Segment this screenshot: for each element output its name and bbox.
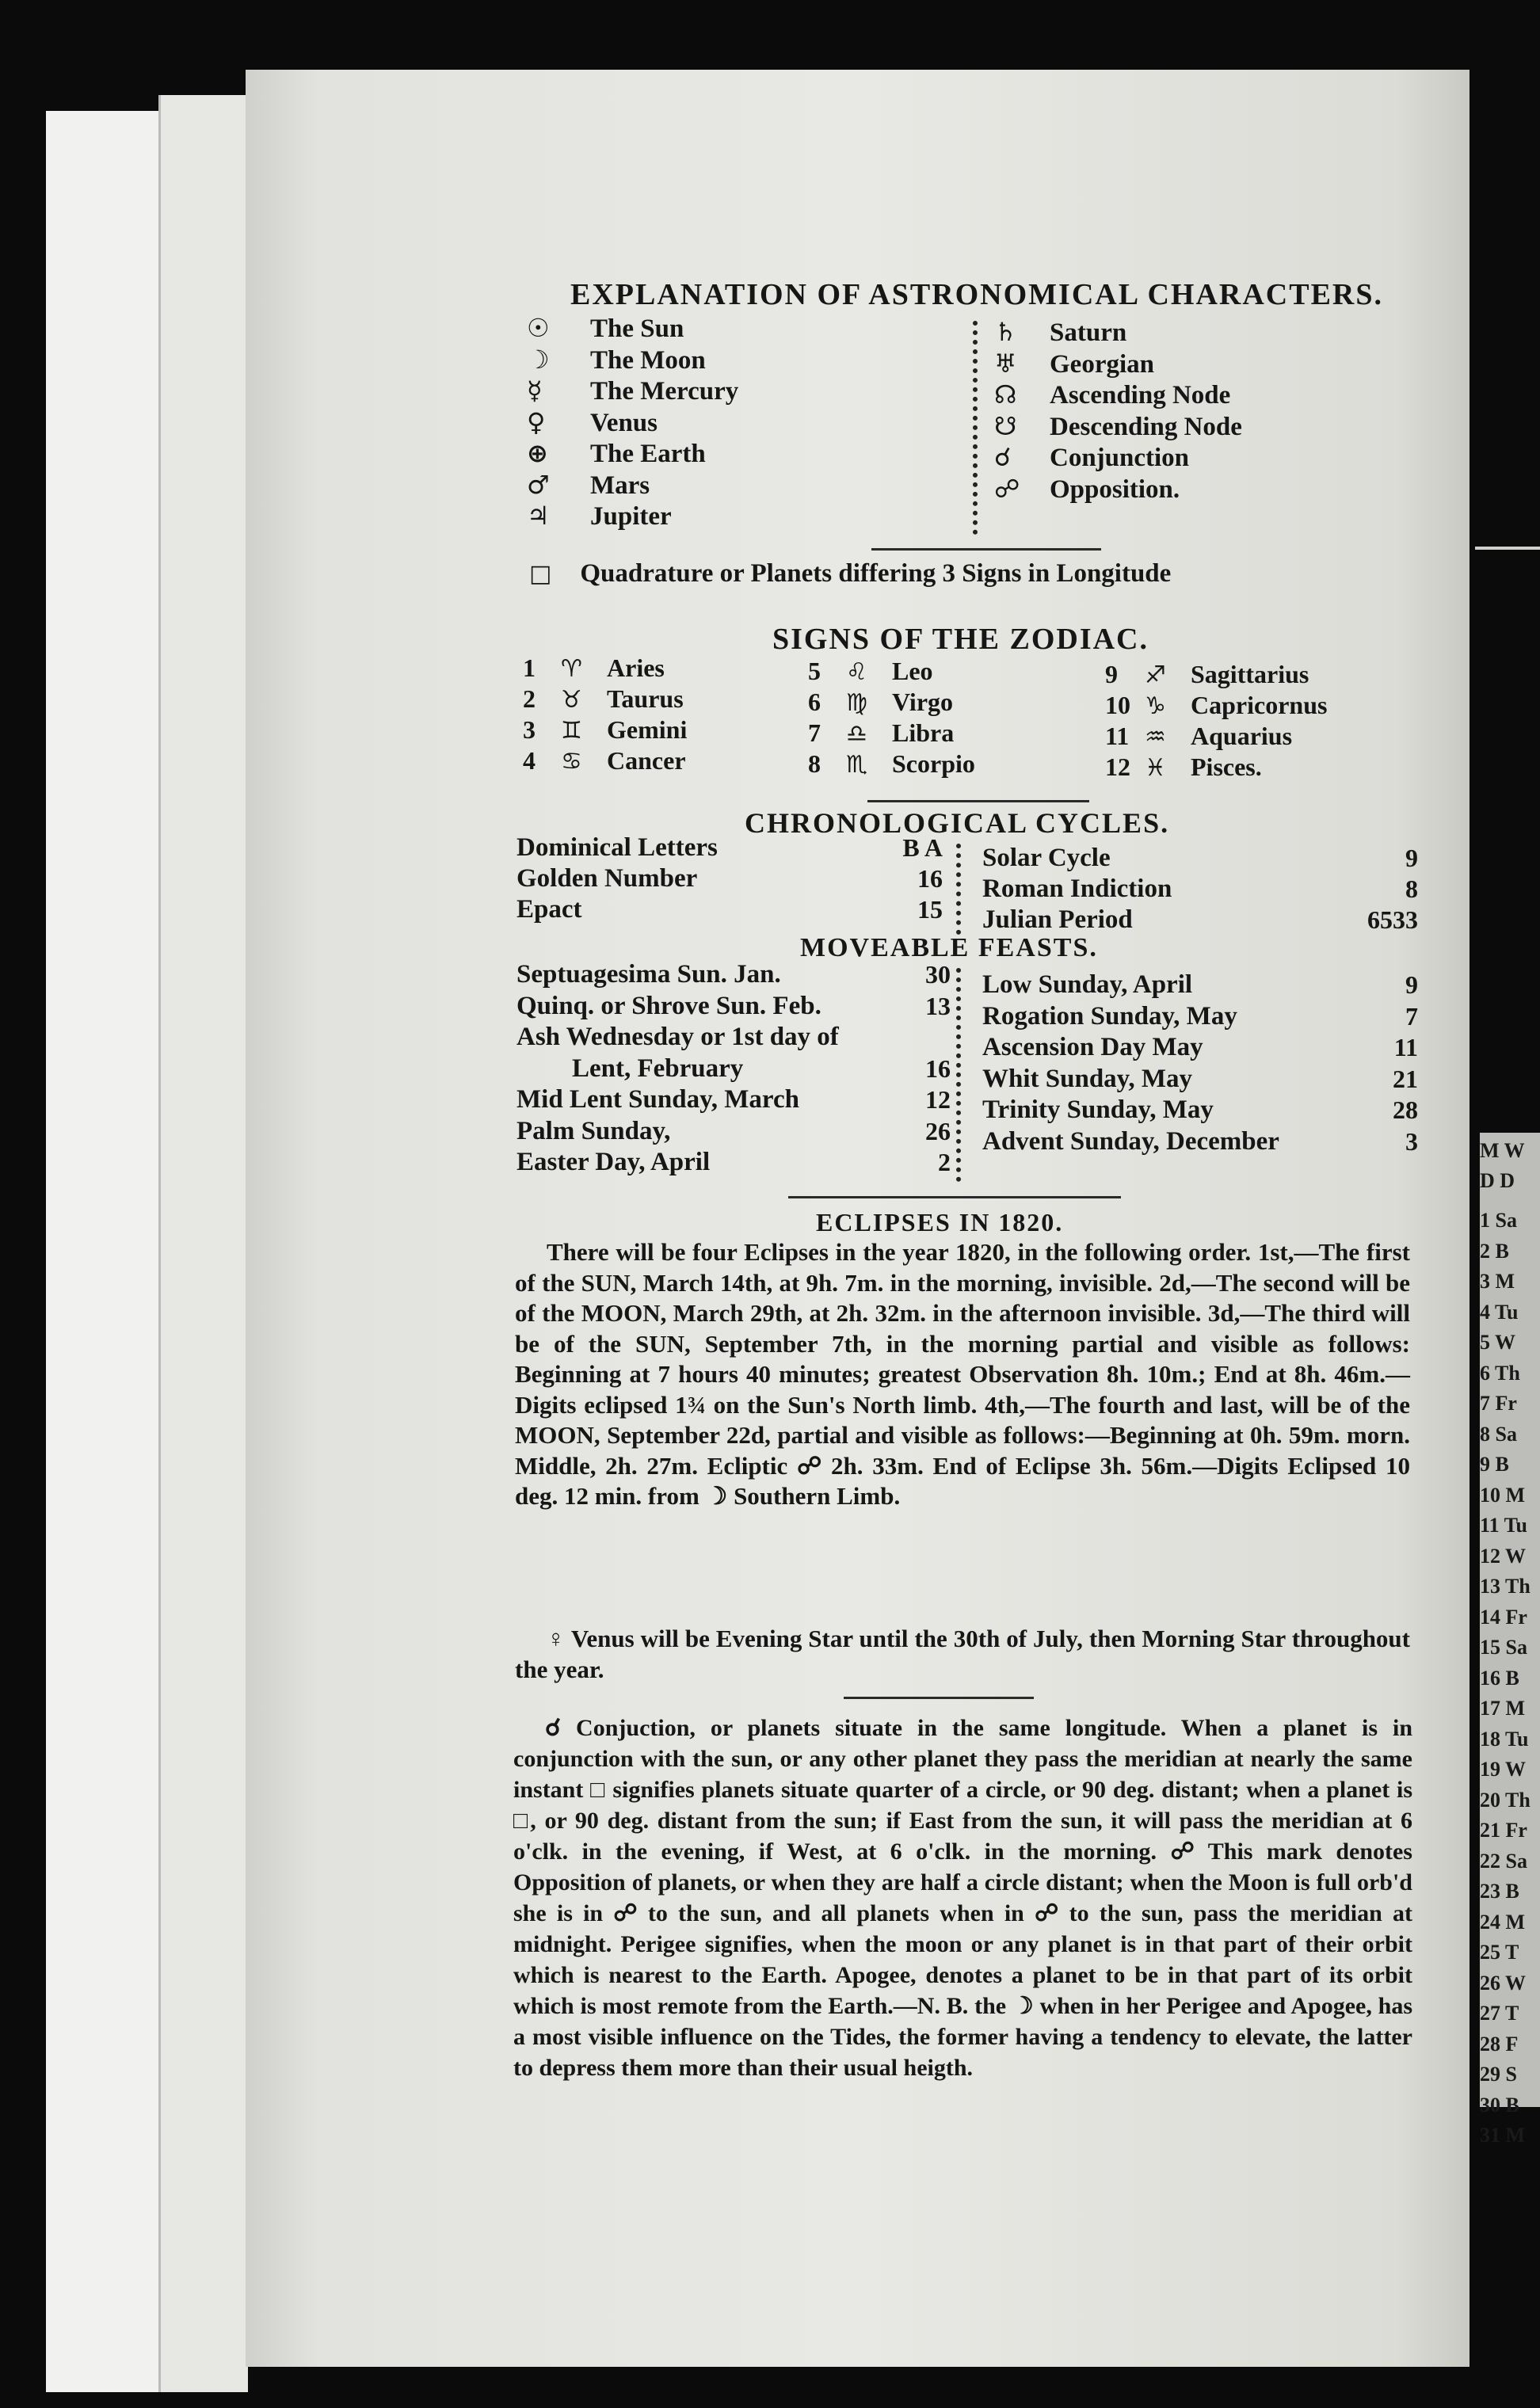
symbol-icon: ☊ xyxy=(994,379,1017,410)
explanation-right-item xyxy=(994,411,1242,442)
chronological-title: CHRONOLOGICAL CYCLES. xyxy=(745,807,1170,839)
adjacent-header-bottom: D D xyxy=(1480,1169,1515,1192)
section-rule xyxy=(788,1196,1121,1198)
zodiac-sign xyxy=(808,657,933,686)
symbol-label: The Moon xyxy=(590,345,706,375)
explanation-left-item xyxy=(527,438,706,469)
zodiac-name: Libra xyxy=(892,718,955,747)
zodiac-number: 3 xyxy=(523,715,536,744)
adjacent-day-row: 1 Sa xyxy=(1480,1209,1517,1232)
feast-label: Low Sunday, April xyxy=(982,970,1193,999)
adjacent-day-row: 3 M xyxy=(1480,1270,1515,1293)
cycle-label: Golden Number xyxy=(517,864,698,893)
symbol-label: Venus xyxy=(590,408,658,437)
zodiac-sign-icon: ♏ xyxy=(846,751,867,779)
adjacent-day-row: 21 Fr xyxy=(1480,1819,1527,1842)
left-margin-strip-inner xyxy=(158,95,248,2392)
feast-value: 2 xyxy=(938,1148,951,1176)
explanation-left-item xyxy=(527,313,684,344)
adjacent-day-row: 26 W xyxy=(1480,1971,1527,1995)
explanation-left-item xyxy=(527,501,672,532)
explanation-right-item xyxy=(994,379,1230,410)
adjacent-header-top: M W xyxy=(1480,1139,1525,1162)
adjacent-day-row: 22 Sa xyxy=(1480,1849,1527,1873)
feast-label: Rogation Sunday, May xyxy=(982,1001,1237,1031)
adjacent-day-row: 18 Tu xyxy=(1480,1727,1529,1751)
left-margin-strip xyxy=(46,111,173,2392)
feast-value: 3 xyxy=(1405,1126,1418,1156)
zodiac-number: 5 xyxy=(808,657,821,685)
zodiac-sign xyxy=(1105,722,1292,751)
symbol-label: Descending Node xyxy=(1050,412,1242,441)
zodiac-sign xyxy=(1105,691,1327,720)
symbol-icon: ♂ xyxy=(527,469,550,500)
adjacent-day-row: 7 Fr xyxy=(1480,1392,1517,1415)
symbol-label: The Sun xyxy=(590,314,684,343)
zodiac-sign-icon: ♒ xyxy=(1145,723,1166,751)
feast-value: 13 xyxy=(925,991,951,1020)
feast-label: Palm Sunday, xyxy=(517,1116,671,1145)
cycle-value: 9 xyxy=(1405,844,1418,872)
zodiac-name: Leo xyxy=(892,657,933,685)
adjacent-day-row: 25 T xyxy=(1480,1941,1519,1964)
feast-label: Advent Sunday, December xyxy=(982,1126,1279,1156)
adjacent-day-row: 16 B xyxy=(1480,1666,1519,1690)
explanation-left-item xyxy=(527,407,658,438)
zodiac-number: 9 xyxy=(1105,660,1118,688)
cycle-value: 16 xyxy=(917,864,943,893)
adjacent-day-row: 15 Sa xyxy=(1480,1636,1527,1659)
symbol-label: Georgian xyxy=(1050,349,1154,379)
symbol-icon: ☋ xyxy=(994,410,1017,441)
quadrature-text: Quadrature or Planets differing 3 Signs in Longitude xyxy=(580,559,1172,588)
symbol-label: Mars xyxy=(590,471,650,500)
cycle-value: 15 xyxy=(917,895,943,924)
symbol-icon: ☿ xyxy=(527,375,543,406)
adjacent-day-row: 6 Th xyxy=(1480,1361,1520,1385)
feast-value: 11 xyxy=(1393,1033,1418,1061)
symbol-icon: ♅ xyxy=(994,348,1017,379)
symbol-label: Conjunction xyxy=(1050,444,1190,472)
symbol-icon: ☉ xyxy=(527,313,550,343)
adjacent-day-row: 29 S xyxy=(1480,2063,1517,2086)
explanation-left-item xyxy=(527,345,706,375)
zodiac-title: SIGNS OF THE ZODIAC. xyxy=(772,623,1149,656)
dotted-divider xyxy=(973,321,978,535)
explanation-right-item xyxy=(994,474,1180,505)
zodiac-name: Capricornus xyxy=(1191,691,1328,719)
cycle-label: Roman Indiction xyxy=(982,874,1172,903)
adjacent-day-row: 2 B xyxy=(1480,1239,1509,1263)
adjacent-day-row: 31 M xyxy=(1480,2124,1526,2147)
zodiac-name: Aries xyxy=(607,653,665,682)
symbol-label: Opposition. xyxy=(1050,474,1180,504)
feast-label: Lent, February xyxy=(572,1054,744,1083)
zodiac-sign xyxy=(808,688,953,717)
symbol-label: The Earth xyxy=(590,440,706,468)
cycle-value: 8 xyxy=(1405,874,1418,903)
zodiac-sign-icon: ♑ xyxy=(1145,692,1166,720)
symbol-label: Saturn xyxy=(1050,318,1127,347)
cycle-label: Solar Cycle xyxy=(982,844,1111,872)
eclipses-text: There will be four Eclipses in the year 1820, in the following order. 1st,—The first of the SUN, March 14th, at 9h. 7m. in the morning, invisible. 2d,—The second will be of the MOON, March 29th, at 2h. 32m. in the afternoon invisible. 3d,—The third will be of the SUN, September 7th, in the morning partial and visible as follows: Beginning at 7 hours 40 minutes; greatest Observation 8h. 10m.; End at 8h. 46m.—Digits eclipsed 1¾ on the Sun's North limb. 4th,—The fourth and last, will be of the MOON, September 22d, partial and visible as follows:—Beginning at 0h. 59m. morn. Middle, 2h. 27m. Ecliptic ☍ 2h. 33m. End of Eclipse 3h. 56m.—Digits Eclipsed 10 deg. 12 min. from ☽ Southern Limb. xyxy=(515,1238,1410,1510)
eclipses-title: ECLIPSES IN 1820. xyxy=(816,1208,1064,1236)
zodiac-name: Virgo xyxy=(892,688,954,716)
zodiac-sign xyxy=(523,715,687,745)
zodiac-name: Scorpio xyxy=(892,749,975,778)
zodiac-sign xyxy=(808,718,954,748)
symbol-icon: ☌ xyxy=(994,442,1012,472)
zodiac-number: 7 xyxy=(808,718,821,747)
zodiac-sign xyxy=(808,749,975,779)
zodiac-sign xyxy=(1105,752,1262,782)
zodiac-sign xyxy=(523,653,665,683)
adjacent-day-row: 27 T xyxy=(1480,2002,1519,2025)
explanation-left-item xyxy=(527,470,650,501)
adjacent-day-row: 11 Tu xyxy=(1480,1514,1528,1537)
zodiac-sign xyxy=(523,684,684,714)
quadrature-icon: □ xyxy=(529,560,552,588)
zodiac-sign-icon: ♎ xyxy=(846,720,867,748)
zodiac-number: 8 xyxy=(808,749,821,778)
adjacent-day-row: 28 F xyxy=(1480,2032,1519,2056)
symbol-icon: ☍ xyxy=(994,473,1020,504)
feast-label: Mid Lent Sunday, March xyxy=(517,1085,799,1114)
dotted-divider xyxy=(956,968,961,1182)
adjacent-day-row: 10 M xyxy=(1480,1483,1526,1507)
feast-value: 26 xyxy=(925,1116,951,1145)
cycle-label: Dominical Letters xyxy=(517,833,718,862)
adjacent-day-row: 23 B xyxy=(1480,1880,1519,1903)
feast-label: Ascension Day May xyxy=(982,1033,1203,1061)
section-rule xyxy=(867,800,1089,802)
adjacent-day-row: 24 M xyxy=(1480,1910,1526,1934)
feast-label: Trinity Sunday, May xyxy=(982,1095,1214,1124)
explanation-right-item xyxy=(994,442,1189,473)
adjacent-day-row: 9 B xyxy=(1480,1453,1509,1476)
symbol-label: Ascending Node xyxy=(1050,381,1231,410)
dotted-divider xyxy=(956,844,961,935)
symbol-label: Jupiter xyxy=(590,502,672,531)
feast-value: 30 xyxy=(925,960,951,989)
zodiac-number: 6 xyxy=(808,688,821,716)
explanation-left-item xyxy=(527,375,738,406)
cycle-label: Epact xyxy=(517,895,582,924)
adjacent-day-row: 13 Th xyxy=(1480,1575,1530,1598)
feast-label: Ash Wednesday or 1st day of xyxy=(517,1023,839,1051)
notes-paragraph xyxy=(513,1713,1412,2083)
zodiac-name: Gemini xyxy=(607,715,688,744)
zodiac-number: 1 xyxy=(523,653,536,682)
adjacent-day-row: 30 B xyxy=(1480,2093,1519,2117)
section-rule xyxy=(871,548,1101,551)
zodiac-sign-icon: ♐ xyxy=(1145,661,1166,689)
adjacent-day-row: 4 Tu xyxy=(1480,1300,1519,1324)
zodiac-number: 12 xyxy=(1105,752,1130,781)
zodiac-sign xyxy=(523,746,686,775)
zodiac-name: Sagittarius xyxy=(1191,660,1309,688)
symbol-label: The Mercury xyxy=(590,377,739,406)
quadrature-line xyxy=(529,558,1171,589)
adjacent-page-rule xyxy=(1475,547,1540,550)
adjacent-day-row: 12 W xyxy=(1480,1544,1527,1568)
zodiac-sign-icon: ♌ xyxy=(846,658,867,686)
cycle-label: Julian Period xyxy=(982,905,1133,934)
symbol-icon: ♀ xyxy=(527,406,546,437)
zodiac-name: Cancer xyxy=(607,746,686,775)
zodiac-number: 2 xyxy=(523,684,536,713)
symbol-icon: ⊕ xyxy=(527,438,548,468)
adjacent-day-row: 8 Sa xyxy=(1480,1422,1517,1446)
feast-value: 28 xyxy=(1393,1095,1418,1124)
feast-value: 16 xyxy=(925,1054,951,1083)
zodiac-sign-icon: ♋ xyxy=(561,748,582,775)
zodiac-number: 11 xyxy=(1105,722,1130,750)
feast-label: Whit Sunday, May xyxy=(982,1064,1192,1093)
adjacent-day-row: 19 W xyxy=(1480,1758,1527,1781)
adjacent-day-row: 20 Th xyxy=(1480,1788,1530,1812)
adjacent-day-row: 17 M xyxy=(1480,1697,1526,1720)
feast-value: 21 xyxy=(1393,1064,1418,1093)
explanation-title: EXPLANATION OF ASTRONOMICAL CHARACTERS. xyxy=(570,278,1383,311)
adjacent-day-row: 5 W xyxy=(1480,1331,1516,1354)
zodiac-sign-icon: ♉ xyxy=(561,686,582,714)
venus-paragraph xyxy=(515,1624,1410,1685)
symbol-icon: ☽ xyxy=(527,344,550,375)
zodiac-name: Pisces. xyxy=(1191,752,1262,781)
zodiac-sign xyxy=(1105,660,1309,689)
feast-label: Septuagesima Sun. Jan. xyxy=(517,960,781,989)
explanation-right-item xyxy=(994,317,1126,348)
cycle-value: 6533 xyxy=(1367,905,1418,934)
feast-value: 9 xyxy=(1405,970,1418,999)
feast-label: Quinq. or Shrove Sun. Feb. xyxy=(517,991,821,1020)
adjacent-day-row: 14 Fr xyxy=(1480,1605,1527,1629)
cycle-value: B A xyxy=(902,833,943,862)
section-rule xyxy=(844,1697,1034,1699)
zodiac-sign-icon: ♊ xyxy=(561,717,582,745)
feasts-title: MOVEABLE FEASTS. xyxy=(800,933,1098,962)
feast-value: 12 xyxy=(925,1085,951,1114)
symbol-icon: ♄ xyxy=(994,317,1017,347)
zodiac-name: Taurus xyxy=(607,684,684,713)
zodiac-number: 10 xyxy=(1105,691,1130,719)
explanation-right-item xyxy=(994,349,1154,379)
feast-label: Easter Day, April xyxy=(517,1148,711,1176)
zodiac-number: 4 xyxy=(523,746,536,775)
zodiac-sign-icon: ♍ xyxy=(846,689,867,717)
zodiac-name: Aquarius xyxy=(1191,722,1293,750)
feast-value: 7 xyxy=(1405,1001,1418,1031)
eclipses-paragraph xyxy=(515,1237,1410,1512)
zodiac-sign-icon: ♈ xyxy=(561,655,582,683)
notes-text: ☌ Conjuction, or planets situate in the same longitude. When a planet is in conjunction with the sun, or any other planet they pass the meridian at nearly the same instant □ signifies planets situate quarter of a circle, or 90 deg. distant; when a planet is □, or 90 deg. distant from the sun; if East from the sun, it will pass the meridian at 6 o'clk. in the evening, if West, at 6 o'clk. in the morning. ☍ This mark denotes Opposition of planets, or when they are half a circle distant; when the Moon is full orb'd she is in ☍ to the sun, and all planets when in ☍ to the sun, pass the meridian at midnight. Perigee signifies, when the moon or any planet is in that part of their orbit which is nearest to the Earth. Apogee, denotes a planet to be in that part of its orbit which is most remote from the Earth.—N. B. the ☽ when in her Perigee and Apogee, has a most visible influence on the Tides, the former having a tendency to elevate, the latter to depress them more than their usual heigth. xyxy=(513,1715,1412,2081)
venus-text: ♀ Venus will be Evening Star until the 30th of July, then Morning Star throughout the year. xyxy=(515,1625,1410,1683)
adjacent-page-column xyxy=(1480,1133,1540,2147)
zodiac-sign-icon: ♓ xyxy=(1145,754,1166,782)
symbol-icon: ♃ xyxy=(527,501,550,531)
